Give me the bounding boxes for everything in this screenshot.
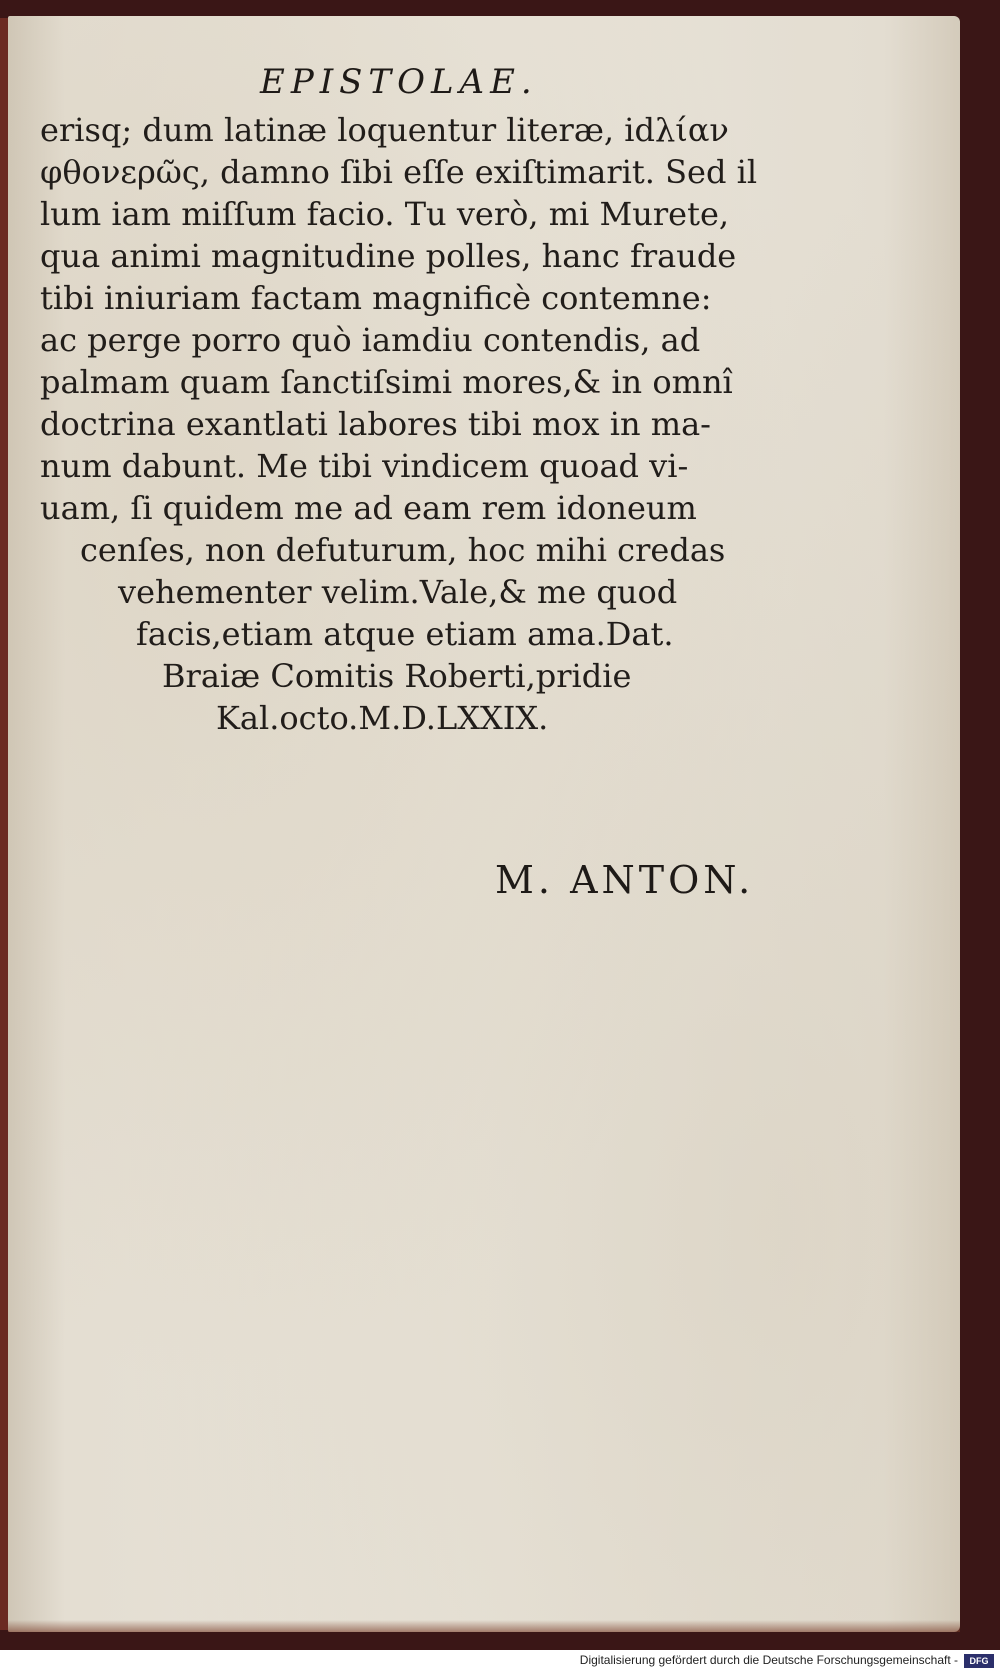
text-line: erisq; dum latinæ loquentur literæ, idλίαν bbox=[40, 111, 729, 149]
text-line: doctrina exantlati labores tibi mox in ma- bbox=[40, 405, 711, 443]
text-line: cenſes, non defuturum, hoc mihi credas bbox=[80, 531, 726, 569]
book-edge bbox=[0, 18, 8, 1630]
text-line: uam, ſi quidem me ad eam rem idoneum bbox=[40, 489, 697, 527]
funding-credit: Digitalisierung gefördert durch die Deutsche Forschungsgemeinschaft - bbox=[579, 1653, 958, 1667]
text-line: qua animi magnitudine polles, hanc fraude bbox=[40, 237, 737, 275]
catchword: M. ANTON. bbox=[495, 858, 755, 902]
text-line: Kal.octo.M.D.LXXIX. bbox=[216, 699, 549, 737]
text-line: vehementer velim.Vale,& me quod bbox=[118, 573, 678, 611]
page-bottom-edge bbox=[8, 1620, 960, 1632]
text-line: tibi iniuriam factam magnificè contemne: bbox=[40, 279, 712, 317]
text-line: lum iam miſſum facio. Tu verò, mi Murete, bbox=[40, 195, 730, 233]
running-head: EPISTOLAE. bbox=[260, 62, 538, 102]
text-line: palmam quam ſanctiſsimi mores,& in omnî bbox=[40, 363, 733, 401]
text-line: num dabunt. Me tibi vindicem quoad vi- bbox=[40, 447, 689, 485]
text-line: φθονερῶς, damno ſibi eſſe exiſtimarit. Sed il bbox=[40, 153, 758, 191]
text-line: facis,etiam atque etiam ama.Dat. bbox=[136, 615, 674, 653]
dfg-logo: DFG bbox=[964, 1654, 994, 1668]
digitization-footer bbox=[0, 1650, 1000, 1672]
text-line: ac perge porro quò iamdiu contendis, ad bbox=[40, 321, 701, 359]
text-line: Braiæ Comitis Roberti,pridie bbox=[162, 657, 632, 695]
